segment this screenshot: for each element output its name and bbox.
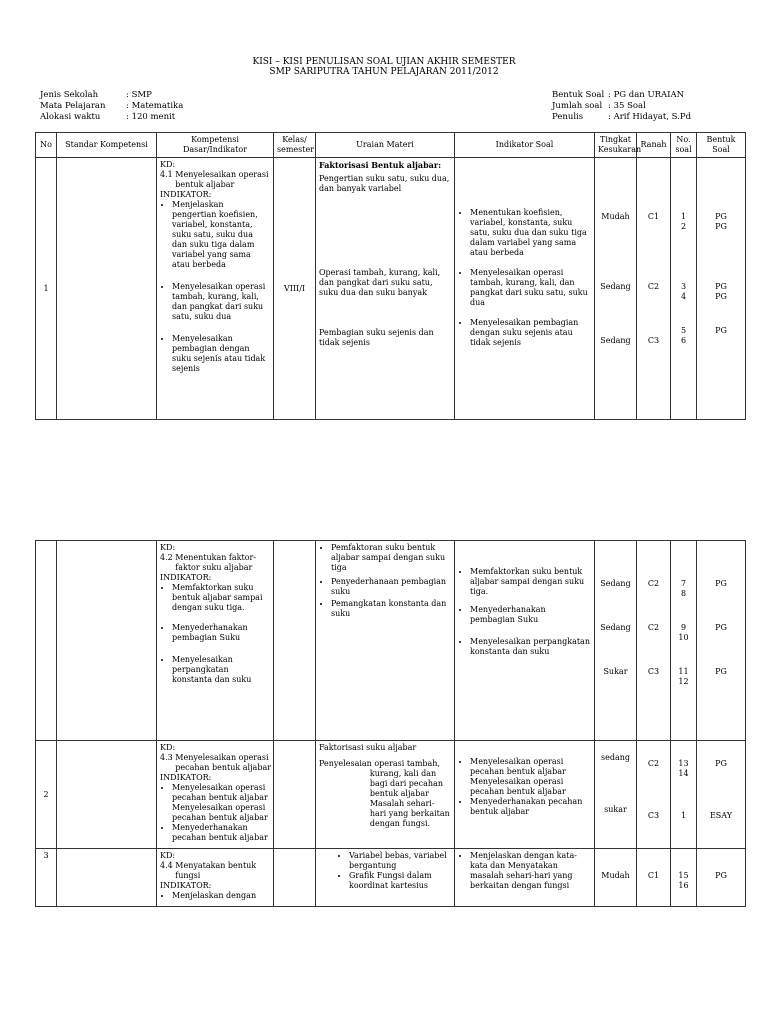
row1-nosoal-3: 5 6	[680, 326, 687, 345]
row2-ranah-1: C2	[647, 579, 660, 588]
doc-title-line2: SMP SARIPUTRA TAHUN PELAJARAN 2011/2012	[269, 67, 499, 77]
row1-kd-label: KD:	[160, 160, 176, 169]
header-kompetensi-dasar: Kompetensi Dasar/Indikator	[157, 133, 274, 158]
row2-no-soal	[671, 541, 697, 741]
row4-bentuk-1: PG	[715, 871, 727, 880]
row3-ranah	[637, 741, 671, 849]
row1-ranah-3: C3	[647, 336, 660, 345]
row3-indikator-soal-list	[458, 757, 591, 817]
list-item: • Grafik Fungsi dalam koordinat kartesius	[349, 871, 451, 891]
info-value-alokasi-waktu: : 120 menit	[126, 112, 176, 122]
info-label-jumlah-soal: Jumlah soal	[552, 101, 603, 111]
row2-indikator-list	[160, 583, 270, 685]
header-ranah: Ranah	[637, 133, 671, 158]
row1-no: 1	[36, 158, 57, 420]
row4-bentuk	[697, 849, 746, 907]
row1-bentuk-1: PG PG	[715, 212, 727, 231]
row1-no-soal	[671, 158, 697, 420]
row3-bentuk	[697, 741, 746, 849]
row1-bentuk	[697, 158, 746, 420]
list-item: • Menyederhanakan pembagian Suku	[172, 623, 270, 643]
row1-uraian-title: Faktorisasi Bentuk aljabar:	[319, 160, 442, 170]
row4-kd: 4.4 Menyatakan bentuk fungsi	[160, 861, 257, 880]
row1-tingkat-2: Sedang	[600, 282, 631, 291]
row2-tingkat	[595, 541, 637, 741]
row3-indikator-list	[160, 783, 270, 843]
header-indikator-soal: Indikator Soal	[455, 133, 595, 158]
row2-nosoal-3: 11 12	[678, 667, 689, 686]
list-item: • Menjelaskan pengertian koefisien, variabel, konstanta, suku satu, suku dua dan suku tiga dalam variabel yang sama atau berbeda	[172, 200, 270, 270]
row3-tingkat	[595, 741, 637, 849]
info-label-mata-pelajaran: Mata Pelajaran	[40, 101, 106, 111]
row1-kompetensi-dasar	[157, 158, 274, 420]
row3-kelas	[274, 741, 316, 849]
row3-uraian: Penyelesaian operasi tambah, kurang, kali dan bagi dari pecahan bentuk aljabar Masalah sehari- hari yang berkaitan dengan fungsi.	[319, 759, 450, 828]
row3-nosoal-1: 13 14	[678, 759, 689, 778]
table-row	[36, 741, 746, 849]
info-value-penulis: : Arif Hidayat, S.Pd	[608, 112, 692, 122]
row2-bentuk-1: PG	[715, 579, 727, 588]
row4-no: 3	[36, 849, 57, 907]
row4-indikator-soal-list	[458, 851, 591, 891]
row1-nosoal-2: 3 4	[680, 282, 687, 301]
row1-tingkat-1: Mudah	[601, 212, 630, 221]
row2-tingkat-2: Sedang	[600, 623, 631, 632]
table-row	[36, 849, 746, 907]
row2-kd-label: KD:	[160, 543, 176, 552]
row1-ranah	[637, 158, 671, 420]
header-uraian-materi: Uraian Materi	[316, 133, 455, 158]
row1-uraian-3: Pembagian suku sejenis dan tidak sejenis	[319, 328, 434, 347]
info-label-penulis: Penulis	[552, 112, 584, 122]
info-label-alokasi-waktu: Alokasi waktu	[40, 112, 101, 122]
row1-ranah-2: C2	[647, 282, 660, 291]
row1-uraian-1: Pengertian suku satu, suku dua, dan banyak variabel	[319, 174, 450, 193]
row2-uraian-materi	[316, 541, 455, 741]
row2-indikator-soal	[455, 541, 595, 741]
row2-ranah	[637, 541, 671, 741]
list-item: • Memfaktorkan suku bentuk aljabar sampai dengan suku tiga.	[470, 567, 591, 597]
list-item: • Menyederhanakan pecahan bentuk aljabar	[172, 823, 270, 843]
row2-bentuk-3: PG	[715, 667, 727, 676]
list-item: • Menyederhanakan pecahan bentuk aljabar	[470, 797, 591, 817]
row3-no: 2	[36, 741, 57, 849]
row2-ranah-3: C3	[647, 667, 660, 676]
row2-tingkat-1: Sedang	[600, 579, 631, 588]
row1-indikator-list	[160, 200, 270, 374]
row4-no-soal	[671, 849, 697, 907]
list-item: • Pemfaktoran suku bentuk aljabar sampai dengan suku tiga	[331, 543, 451, 573]
row4-ranah	[637, 849, 671, 907]
header-standar-kompetensi: Standar Kompetensi	[57, 133, 157, 158]
row2-kd: 4.2 Menentukan faktor- faktor suku aljabar	[160, 553, 257, 572]
list-item: • Penyederhanaan pembagian suku	[331, 577, 451, 597]
table-header-row	[36, 133, 746, 158]
header-kelas-semester: Kelas/ semester	[274, 133, 316, 158]
row2-indikator-soal-list	[458, 567, 591, 657]
row2-nosoal-1: 7 8	[680, 579, 687, 598]
row2-no	[36, 541, 57, 741]
info-value-jenis-sekolah: : SMP	[126, 90, 152, 100]
row1-kelas: VIII/I	[274, 158, 316, 420]
kisi-table-page2	[35, 540, 746, 907]
row4-indikator-list	[160, 891, 270, 901]
row3-standar-kompetensi	[57, 741, 157, 849]
row1-tingkat-3: Sedang	[600, 336, 631, 345]
row3-kd: 4.3 Menyelesaikan operasi pecahan bentuk aljabar	[160, 753, 272, 772]
row2-bentuk	[697, 541, 746, 741]
list-item: • Menjelaskan dengan kata-kata dan Menyatakan masalah sehari-hari yang berkaitan dengan fungsi	[470, 851, 591, 891]
row3-indikator-soal	[455, 741, 595, 849]
list-item: • Menyelesaikan perpangkatan konstanta dan suku	[470, 637, 591, 657]
row1-ranah-1: C1	[647, 212, 660, 221]
row1-nosoal-1: 1 2	[680, 212, 687, 231]
row1-indikator-soal	[455, 158, 595, 420]
info-value-bentuk-soal: : PG dan URAIAN	[608, 90, 685, 100]
info-label-bentuk-soal: Bentuk Soal	[552, 90, 605, 100]
row4-tingkat-1: Mudah	[601, 871, 630, 880]
row2-tingkat-3: Sukar	[603, 667, 628, 676]
row4-uraian-materi	[316, 849, 455, 907]
row2-kelas	[274, 541, 316, 741]
row3-no-soal	[671, 741, 697, 849]
header-no-soal: No. soal	[671, 133, 697, 158]
row3-tingkat-2: sukar	[604, 805, 627, 814]
info-value-mata-pelajaran: : Matematika	[126, 101, 184, 111]
row1-tingkat	[595, 158, 637, 420]
row1-bentuk-2: PG PG	[715, 282, 727, 301]
list-item: • Menyelesaikan pembagian dengan suku sejenis atau tidak sejenis	[172, 334, 270, 374]
row1-uraian-materi	[316, 158, 455, 420]
header-tingkat-kesukaran: Tingkat Kesukaran	[595, 133, 637, 158]
row3-nosoal-2: 1	[680, 811, 687, 820]
row3-uraian-materi	[316, 741, 455, 849]
header-no: No	[36, 133, 57, 158]
row3-uraian-title: Faktorisasi suku aljabar	[319, 743, 417, 752]
row3-bentuk-2: ESAY	[709, 811, 733, 820]
table-row	[36, 158, 746, 420]
row3-kd-label: KD:	[160, 743, 176, 752]
row3-ranah-2: C3	[647, 811, 660, 820]
row2-nosoal-2: 9 10	[678, 623, 689, 642]
list-item: • Menyelesaikan operasi tambah, kurang, kali, dan pangkat dari suku satu, suku dua	[172, 282, 270, 322]
row1-bentuk-3: PG	[715, 326, 727, 335]
header-bentuk-soal: Bentuk Soal	[697, 133, 746, 158]
row2-ranah-2: C2	[647, 623, 660, 632]
list-item: • Menjelaskan dengan	[172, 891, 270, 901]
row1-standar-kompetensi	[57, 158, 157, 420]
list-item: • Pemangkatan konstanta dan suku	[331, 599, 451, 619]
row4-indikator-label: INDIKATOR:	[160, 881, 212, 890]
row4-nosoal-1: 15 16	[678, 871, 689, 890]
list-item: • Menyederhanakan pembagian Suku	[470, 605, 591, 625]
row2-kompetensi-dasar	[157, 541, 274, 741]
info-value-jumlah-soal: : 35 Soal	[608, 101, 646, 111]
row3-tingkat-1: sedang	[600, 753, 630, 762]
list-item: • Menyelesaikan perpangkatan konstanta dan suku	[172, 655, 270, 685]
row4-kelas	[274, 849, 316, 907]
row4-tingkat	[595, 849, 637, 907]
row4-standar-kompetensi	[57, 849, 157, 907]
row2-standar-kompetensi	[57, 541, 157, 741]
row3-kompetensi-dasar	[157, 741, 274, 849]
row3-bentuk-1: PG	[715, 759, 727, 768]
list-item: • Variabel bebas, variabel bergantung	[349, 851, 451, 871]
row4-kompetensi-dasar	[157, 849, 274, 907]
row4-ranah-1: C1	[647, 871, 660, 880]
list-item: • Menentukan koefisien, variabel, konstanta, suku satu, suku dua dan suku tiga dalam variabel yang sama atau berbeda	[470, 208, 591, 258]
info-label-jenis-sekolah: Jenis Sekolah	[40, 90, 99, 100]
row1-indikator-label: INDIKATOR:	[160, 190, 212, 199]
row1-kd: 4.1 Menyelesaikan operasi bentuk aljabar	[160, 170, 269, 189]
list-item: • Memfaktorkan suku bentuk aljabar sampai dengan suku tiga.	[172, 583, 270, 613]
list-item: • Menyelesaikan operasi tambah, kurang, kali, dan pangkat dari suku satu, suku dua	[470, 268, 591, 308]
row4-indikator-soal	[455, 849, 595, 907]
row4-kd-label: KD:	[160, 851, 176, 860]
list-item: • Menyelesaikan pembagian dengan suku sejenis atau tidak sejenis	[470, 318, 591, 348]
table-row	[36, 541, 746, 741]
row1-indikator-soal-list	[458, 208, 591, 348]
list-item: • Menyelesaikan operasi pecahan bentuk aljabar Menyelesaikan operasi pecahan bentuk aljabar	[172, 783, 270, 823]
doc-title-line1: KISI – KISI PENULISAN SOAL UJIAN AKHIR SEMESTER	[252, 57, 516, 67]
row1-uraian-2: Operasi tambah, kurang, kali, dan pangkat dari suku satu, suku dua dan suku banyak	[319, 268, 441, 297]
row3-indikator-label: INDIKATOR:	[160, 773, 212, 782]
row2-bentuk-2: PG	[715, 623, 727, 632]
row2-indikator-label: INDIKATOR:	[160, 573, 212, 582]
row3-ranah-1: C2	[647, 759, 660, 768]
row4-uraian-list	[319, 851, 451, 891]
list-item: • Menyelesaikan operasi pecahan bentuk aljabar Menyelesaikan operasi pecahan bentuk aljabar	[470, 757, 591, 797]
row2-uraian-list	[319, 543, 451, 619]
kisi-table-page1	[35, 132, 746, 420]
